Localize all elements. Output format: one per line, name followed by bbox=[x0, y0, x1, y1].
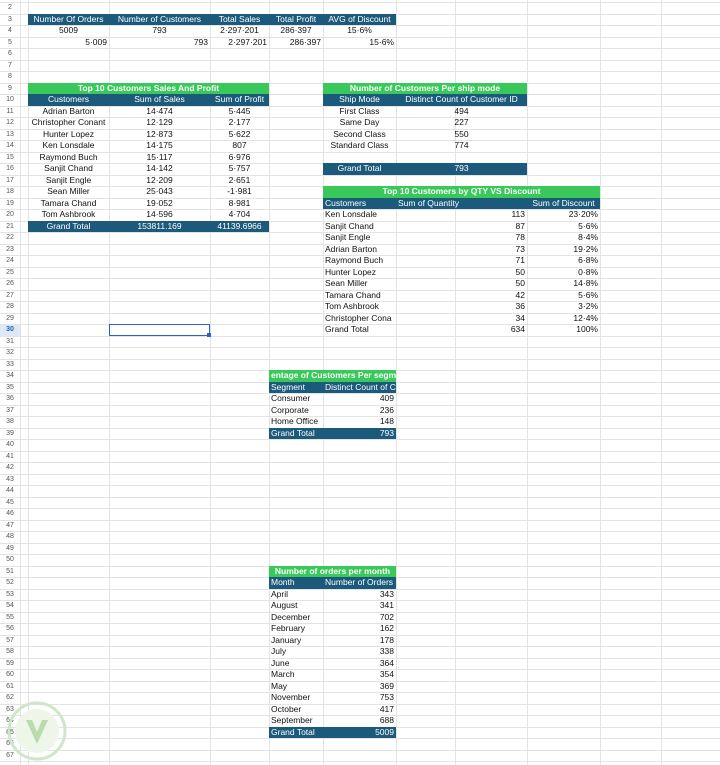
table-cell[interactable]: Tom Ashbrook bbox=[325, 301, 379, 311]
column-gridline bbox=[661, 0, 662, 765]
row-number[interactable]: 55 bbox=[6, 613, 14, 621]
grand-total-cell[interactable]: Grand Total bbox=[269, 727, 323, 739]
table-cell[interactable]: 341 bbox=[379, 600, 394, 610]
summary-value-cell[interactable]: 5·009 bbox=[85, 36, 107, 47]
row-gridline bbox=[0, 554, 720, 555]
summary-value-cell[interactable]: 15·6% bbox=[369, 36, 394, 47]
row-number[interactable]: 12 bbox=[6, 119, 14, 126]
table-cell[interactable]: 87 bbox=[515, 220, 525, 231]
row-number[interactable]: 50 bbox=[6, 556, 14, 563]
table-cell[interactable]: 162 bbox=[379, 623, 394, 633]
row-number[interactable]: 47 bbox=[6, 521, 14, 529]
row-number[interactable]: 8 bbox=[8, 73, 12, 80]
summary-value-cell[interactable]: 5009 bbox=[59, 25, 78, 35]
watermark-logo-icon bbox=[6, 700, 68, 762]
table-cell[interactable]: October bbox=[271, 703, 302, 714]
grand-total-cell[interactable]: 793 bbox=[396, 163, 527, 175]
table-cell[interactable]: Sanjit Chand bbox=[44, 163, 93, 173]
row-number[interactable]: 41 bbox=[6, 452, 14, 460]
row-number[interactable]: 38 bbox=[6, 418, 14, 425]
row-number[interactable]: 36 bbox=[6, 395, 14, 402]
summary-header-cell[interactable]: AVG of Discount bbox=[323, 14, 396, 26]
column-gridline bbox=[20, 0, 21, 765]
row-number[interactable]: 40 bbox=[6, 441, 14, 448]
table-cell[interactable]: 688 bbox=[379, 715, 394, 725]
table-cell[interactable]: 14·474 bbox=[146, 105, 173, 116]
summary-value-cell[interactable]: 793 bbox=[152, 25, 167, 35]
selected-cell[interactable] bbox=[109, 324, 210, 336]
table-cell[interactable]: 14·596 bbox=[146, 209, 173, 219]
row-number[interactable]: 54 bbox=[6, 602, 14, 609]
grand-total-cell[interactable]: Grand Total bbox=[323, 163, 396, 175]
table-cell[interactable]: 634 bbox=[510, 324, 525, 334]
row-number[interactable]: 24 bbox=[6, 257, 14, 264]
column-header[interactable]: Sum of Sales bbox=[109, 94, 210, 106]
row-number[interactable]: 59 bbox=[6, 659, 14, 667]
table-cell[interactable]: 34 bbox=[515, 312, 525, 323]
table-cell[interactable]: Tamara Chand bbox=[325, 289, 381, 300]
row-number[interactable]: 29 bbox=[6, 314, 14, 322]
row-gridline bbox=[0, 462, 720, 463]
table-cell[interactable]: Consumer bbox=[271, 393, 311, 403]
table-cell[interactable]: 12·209 bbox=[146, 174, 173, 185]
row-gridline bbox=[0, 48, 720, 49]
row-number[interactable]: 6 bbox=[8, 50, 12, 57]
table-cell[interactable]: 774 bbox=[454, 140, 469, 150]
table-cell[interactable]: 5·445 bbox=[228, 105, 251, 116]
table-cell[interactable]: Hunter Lopez bbox=[42, 128, 95, 139]
table-cell[interactable]: September bbox=[271, 715, 313, 725]
column-header[interactable]: Number of Orders bbox=[323, 577, 396, 589]
table-cell[interactable]: Corporate bbox=[271, 404, 309, 415]
table-cell[interactable]: Sean Miller bbox=[47, 186, 90, 196]
table-cell[interactable]: 5·622 bbox=[228, 128, 251, 139]
table-cell[interactable]: 8·4% bbox=[578, 232, 598, 242]
row-number[interactable]: 10 bbox=[6, 96, 14, 103]
column-header[interactable]: Sum of Quantity bbox=[396, 198, 527, 210]
table-cell[interactable]: 19·2% bbox=[573, 243, 598, 254]
table-title[interactable]: entage of Customers Per segm bbox=[271, 370, 396, 380]
table-cell[interactable]: Second Class bbox=[333, 128, 386, 139]
table-cell[interactable]: August bbox=[271, 600, 298, 610]
row-gridline bbox=[0, 497, 720, 498]
table-cell[interactable]: 78 bbox=[515, 232, 525, 242]
column-header[interactable]: Segment bbox=[269, 382, 323, 394]
row-number[interactable]: 49 bbox=[6, 544, 14, 552]
column-header[interactable]: Ship Mode bbox=[323, 94, 396, 106]
row-number[interactable]: 5 bbox=[8, 38, 12, 46]
table-cell[interactable]: 113 bbox=[511, 209, 525, 219]
table-cell[interactable]: 550 bbox=[454, 128, 469, 139]
table-cell[interactable]: 25·043 bbox=[146, 186, 173, 196]
row-gridline bbox=[0, 439, 720, 440]
table-title[interactable]: Number of orders per month bbox=[269, 566, 396, 578]
table-cell[interactable]: First Class bbox=[339, 105, 380, 116]
row-number[interactable]: 4 bbox=[8, 27, 12, 34]
row-number[interactable]: 45 bbox=[6, 498, 14, 506]
row-number[interactable]: 13 bbox=[6, 130, 14, 138]
row-number[interactable]: 33 bbox=[6, 360, 14, 368]
table-cell[interactable]: 4·704 bbox=[228, 209, 251, 219]
row-number[interactable]: 11 bbox=[6, 107, 14, 115]
table-cell[interactable]: Sean Miller bbox=[325, 278, 368, 288]
row-number[interactable]: 51 bbox=[6, 567, 14, 575]
table-cell[interactable]: Sanjit Engle bbox=[325, 232, 371, 242]
row-number[interactable]: 28 bbox=[6, 303, 14, 310]
row-gridline bbox=[0, 485, 720, 486]
row-gridline bbox=[0, 474, 720, 475]
table-cell[interactable]: 5·757 bbox=[228, 163, 251, 173]
row-number[interactable]: 32 bbox=[6, 349, 14, 356]
table-cell[interactable]: 73 bbox=[515, 243, 525, 254]
row-gridline bbox=[0, 508, 720, 509]
row-number[interactable]: 61 bbox=[6, 682, 14, 690]
table-cell[interactable]: Same Day bbox=[339, 117, 380, 127]
row-number[interactable]: 30 bbox=[0, 324, 20, 336]
row-gridline bbox=[0, 71, 720, 72]
row-gridline bbox=[0, 738, 720, 739]
table-cell[interactable]: 369 bbox=[379, 680, 394, 691]
row-number[interactable]: 63 bbox=[6, 705, 14, 713]
table-cell[interactable]: Adrian Barton bbox=[42, 105, 95, 116]
table-cell[interactable]: 42 bbox=[515, 289, 525, 300]
table-title[interactable]: Top 10 Customers Sales And Profit bbox=[28, 83, 269, 95]
summary-value-cell[interactable]: 793 bbox=[193, 36, 208, 47]
row-number[interactable]: 22 bbox=[6, 234, 14, 241]
table-cell[interactable]: 14·142 bbox=[146, 163, 173, 173]
table-cell[interactable]: February bbox=[271, 623, 306, 633]
row-number[interactable]: 37 bbox=[6, 406, 14, 414]
row-number[interactable]: 56 bbox=[6, 625, 14, 632]
table-title[interactable]: Number of Customers Per ship mode bbox=[323, 83, 527, 95]
row-gridline bbox=[0, 336, 720, 337]
row-number[interactable]: 9 bbox=[8, 84, 12, 92]
table-cell[interactable]: 702 bbox=[379, 611, 394, 622]
row-number[interactable]: 35 bbox=[6, 383, 14, 391]
column-header[interactable]: Distinct Count of C bbox=[325, 381, 396, 392]
table-cell[interactable]: 5·6% bbox=[578, 289, 598, 300]
row-number[interactable]: 27 bbox=[6, 291, 14, 299]
table-cell[interactable]: 50 bbox=[515, 278, 525, 288]
table-cell[interactable]: 0·8% bbox=[578, 266, 598, 277]
table-cell[interactable]: 14·175 bbox=[146, 140, 173, 150]
row-number[interactable]: 16 bbox=[6, 165, 14, 172]
row-number[interactable]: 3 bbox=[8, 15, 12, 23]
row-gridline bbox=[0, 761, 720, 762]
table-cell[interactable]: Sanjit Engle bbox=[45, 174, 92, 185]
row-number[interactable]: 31 bbox=[6, 337, 14, 345]
table-cell[interactable]: Raymond Buch bbox=[39, 151, 98, 162]
row-gridline bbox=[0, 520, 720, 521]
column-header[interactable]: Sum of Discount bbox=[527, 198, 600, 210]
row-number[interactable]: 53 bbox=[6, 590, 14, 598]
row-number[interactable]: 58 bbox=[6, 648, 14, 655]
table-cell[interactable]: Christopher Conant bbox=[31, 117, 106, 127]
table-cell[interactable]: June bbox=[271, 657, 290, 668]
table-cell[interactable]: Tamara Chand bbox=[40, 197, 97, 208]
grand-total-cell[interactable]: 793 bbox=[323, 428, 396, 440]
table-cell[interactable]: 12·129 bbox=[146, 117, 173, 127]
summary-header-cell[interactable]: Number Of Orders bbox=[28, 14, 109, 26]
table-cell[interactable]: -1·981 bbox=[227, 186, 252, 196]
table-cell[interactable]: 50 bbox=[515, 266, 525, 277]
table-cell[interactable]: 148 bbox=[379, 416, 394, 426]
table-cell[interactable]: 36 bbox=[515, 301, 525, 311]
row-number[interactable]: 43 bbox=[6, 475, 14, 483]
table-cell[interactable]: 19·052 bbox=[146, 197, 173, 208]
row-number[interactable]: 60 bbox=[6, 671, 14, 678]
row-gridline bbox=[0, 347, 720, 348]
summary-header-cell[interactable]: Number of Customers bbox=[109, 14, 210, 26]
row-number[interactable]: 34 bbox=[6, 372, 14, 379]
table-cell[interactable]: 178 bbox=[379, 634, 394, 645]
summary-value-cell[interactable]: 286·397 bbox=[289, 36, 321, 47]
table-cell[interactable]: 807 bbox=[232, 140, 247, 150]
grand-total-cell[interactable]: Grand Total bbox=[269, 428, 323, 440]
table-cell[interactable]: 23·20% bbox=[568, 209, 598, 219]
column-gridline bbox=[600, 0, 601, 765]
row-number[interactable]: 23 bbox=[6, 245, 14, 253]
column-gridline bbox=[527, 0, 528, 765]
table-cell[interactable]: Ken Lonsdale bbox=[325, 209, 377, 219]
table-cell[interactable]: 354 bbox=[379, 669, 394, 679]
table-cell[interactable]: Ken Lonsdale bbox=[42, 140, 95, 150]
row-number[interactable]: 21 bbox=[6, 222, 14, 230]
summary-value-cell[interactable]: 15·6% bbox=[347, 25, 372, 35]
row-gridline bbox=[0, 750, 720, 751]
summary-value-cell[interactable]: 2·297·201 bbox=[228, 36, 267, 47]
table-cell[interactable]: 364 bbox=[379, 657, 394, 668]
grand-total-cell[interactable]: 41139.6966 bbox=[210, 221, 269, 233]
row-number[interactable]: 64 bbox=[6, 717, 14, 724]
row-number[interactable]: 66 bbox=[6, 740, 14, 747]
table-cell[interactable]: 14·8% bbox=[573, 278, 598, 288]
table-cell[interactable]: March bbox=[271, 669, 295, 679]
table-cell[interactable]: 12·873 bbox=[146, 128, 173, 139]
row-gridline bbox=[0, 543, 720, 544]
table-cell[interactable]: Tom Ashbrook bbox=[41, 209, 96, 219]
summary-header-cell[interactable]: Total Profit bbox=[269, 14, 323, 26]
table-cell[interactable]: 494 bbox=[454, 105, 469, 116]
table-cell[interactable]: 2·651 bbox=[228, 174, 251, 185]
column-header[interactable]: Sum of Profit bbox=[210, 94, 269, 106]
table-cell[interactable]: Christopher Cona bbox=[325, 312, 392, 323]
column-header[interactable]: Customers bbox=[323, 198, 396, 210]
grand-total-cell[interactable]: Grand Total bbox=[28, 221, 109, 233]
grand-total-cell[interactable]: 153811.169 bbox=[109, 221, 210, 233]
table-cell[interactable]: July bbox=[271, 646, 287, 656]
table-cell[interactable]: December bbox=[271, 611, 311, 622]
table-cell[interactable]: May bbox=[271, 680, 288, 691]
table-cell[interactable]: 3·2% bbox=[578, 301, 598, 311]
table-cell[interactable]: 227 bbox=[454, 117, 469, 127]
row-gridline bbox=[0, 2, 720, 3]
row-number[interactable]: 2 bbox=[8, 4, 12, 11]
table-cell[interactable]: Home Office bbox=[271, 416, 319, 426]
fill-handle[interactable] bbox=[207, 333, 211, 337]
table-cell[interactable]: 71 bbox=[515, 255, 525, 265]
row-gridline bbox=[0, 451, 720, 452]
table-cell[interactable]: 409 bbox=[379, 393, 394, 403]
row-number[interactable]: 20 bbox=[6, 211, 14, 218]
row-number[interactable]: 26 bbox=[6, 280, 14, 287]
row-number[interactable]: 15 bbox=[6, 153, 14, 161]
row-number[interactable]: 44 bbox=[6, 487, 14, 494]
row-number[interactable]: 25 bbox=[6, 268, 14, 276]
row-number[interactable]: 39 bbox=[6, 429, 14, 437]
table-cell[interactable]: 753 bbox=[379, 692, 394, 702]
table-cell[interactable]: 2·177 bbox=[228, 117, 251, 127]
row-number[interactable]: 18 bbox=[6, 188, 14, 195]
row-number[interactable]: 52 bbox=[6, 579, 14, 586]
table-cell[interactable]: 343 bbox=[379, 588, 394, 599]
grand-total-cell[interactable]: 5009 bbox=[323, 727, 396, 739]
table-cell[interactable]: 6·8% bbox=[578, 255, 598, 265]
row-number[interactable]: 48 bbox=[6, 533, 14, 540]
row-number[interactable]: 62 bbox=[6, 694, 14, 701]
summary-header-cell[interactable]: Total Sales bbox=[210, 14, 269, 26]
row-number[interactable]: 17 bbox=[6, 176, 14, 184]
table-cell[interactable]: January bbox=[271, 634, 302, 645]
table-cell[interactable]: Hunter Lopez bbox=[325, 266, 377, 277]
row-number[interactable]: 67 bbox=[6, 751, 14, 759]
table-cell[interactable]: Adrian Barton bbox=[325, 243, 377, 254]
column-header[interactable]: Month bbox=[269, 577, 323, 589]
table-cell[interactable]: 15·117 bbox=[146, 151, 173, 162]
row-number[interactable]: 65 bbox=[6, 728, 14, 736]
row-number[interactable]: 14 bbox=[6, 142, 14, 149]
table-cell[interactable]: 12·4% bbox=[573, 312, 598, 323]
row-number[interactable]: 57 bbox=[6, 636, 14, 644]
table-cell[interactable]: November bbox=[271, 692, 311, 702]
row-gridline bbox=[0, 60, 720, 61]
table-cell[interactable]: Standard Class bbox=[330, 140, 389, 150]
row-number[interactable]: 42 bbox=[6, 464, 14, 471]
column-header[interactable]: Customers bbox=[28, 94, 109, 106]
row-number[interactable]: 46 bbox=[6, 510, 14, 517]
table-cell[interactable]: 236 bbox=[379, 404, 394, 415]
table-cell[interactable]: April bbox=[271, 588, 289, 599]
table-cell[interactable]: 8·981 bbox=[228, 197, 251, 208]
table-title[interactable]: Top 10 Customers by QTY VS Discount bbox=[323, 186, 600, 198]
column-header[interactable]: Distinct Count of Customer ID bbox=[396, 94, 527, 106]
table-cell[interactable]: Sanjit Chand bbox=[325, 220, 374, 231]
table-cell[interactable]: 100% bbox=[576, 324, 598, 334]
table-cell[interactable]: 338 bbox=[379, 646, 394, 656]
table-cell[interactable]: 5·6% bbox=[578, 220, 598, 231]
table-cell[interactable]: Grand Total bbox=[325, 324, 369, 334]
summary-value-cell[interactable]: 286·397 bbox=[280, 25, 312, 35]
table-cell[interactable]: 417 bbox=[379, 703, 394, 714]
summary-value-cell[interactable]: 2·297·201 bbox=[220, 25, 259, 35]
row-number[interactable]: 19 bbox=[6, 199, 14, 207]
table-cell[interactable]: Raymond Buch bbox=[325, 255, 384, 265]
table-cell[interactable]: 6·976 bbox=[228, 151, 251, 162]
row-gridline bbox=[0, 359, 720, 360]
row-gridline bbox=[0, 531, 720, 532]
row-number[interactable]: 7 bbox=[8, 61, 12, 69]
